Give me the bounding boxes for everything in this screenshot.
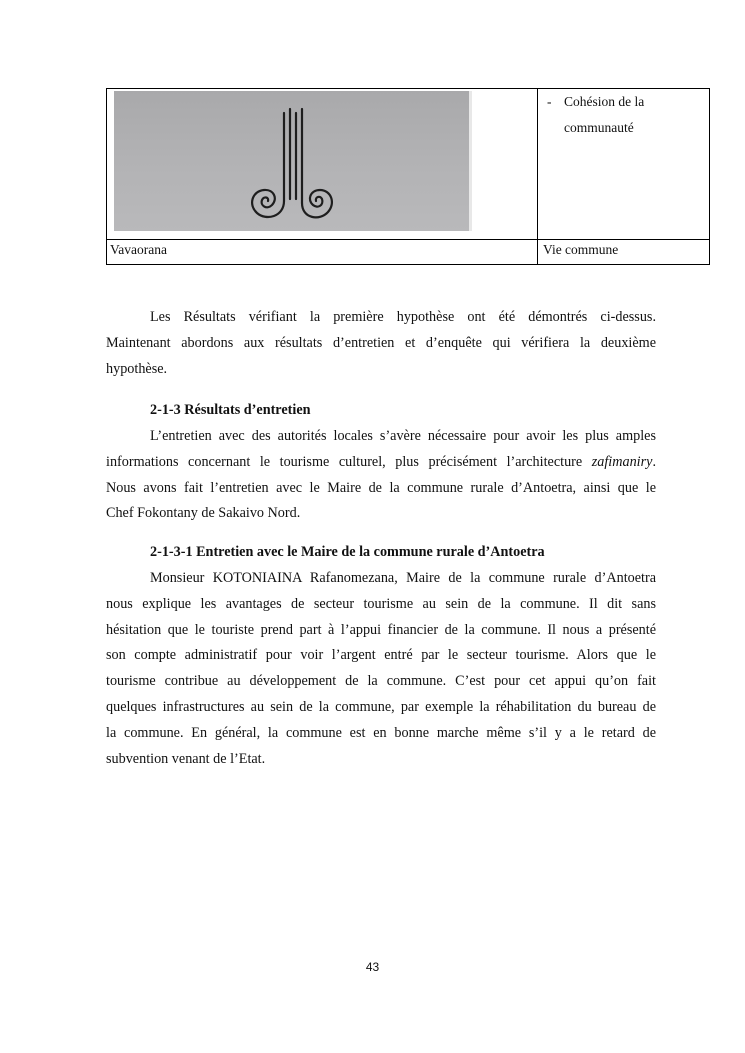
paragraph-interview-intro [106, 424, 656, 527]
bullet-line-1: Cohésion de la [564, 94, 645, 109]
symbol-table [106, 88, 710, 265]
table-divider-vertical [537, 89, 538, 264]
text-run: informations concernant le tourisme culturel, plus précisément l’architecture [106, 453, 592, 470]
symbol-meaning-cell: Vie commune [543, 242, 619, 257]
text-line: Maintenant abordons aux résultats d’entretien et d’enquête qui vérifiera la deuxième [106, 334, 656, 351]
paragraph-results-intro [106, 305, 656, 382]
page-number: 43 [365, 960, 380, 974]
text-line: la commune. En général, la commune est en bonne marche même s’il y a le retard de [106, 724, 656, 741]
paragraph-mayor-interview [106, 566, 656, 772]
vavaorana-symbol-photo [114, 91, 472, 231]
bullet-dash: - [547, 94, 552, 109]
bullet-text [564, 89, 704, 141]
text-line: subvention venant de l’Etat. [106, 750, 266, 767]
text-line: Les Résultats vérifiant la première hypothèse ont été démontrés ci-dessus. [150, 309, 656, 325]
double-spiral-motif-icon [114, 91, 472, 231]
symbol-name-cell: Vavaorana [110, 242, 167, 257]
text-line [106, 450, 656, 476]
text-line: hésitation que le touriste prend part à l’appui financier de la commune. Il nous a présenté [106, 621, 656, 638]
text-line: son compte administratif pour voir l’argent entré par le secteur tourisme. Alors que le [106, 647, 656, 664]
zafimaniry-term: zafimaniry [591, 453, 653, 470]
text-line: Monsieur KOTONIAINA Rafanomezana, Maire de la commune rurale d’Antoetra [150, 570, 656, 586]
text-line: L’entretien avec des autorités locales s’avère nécessaire pour avoir les plus amples [150, 428, 656, 444]
text-line: hypothèse. [106, 360, 168, 377]
bullet-line-2: communauté [564, 120, 634, 135]
section-heading-2-1-3: 2-1-3 Résultats d’entretien [150, 402, 311, 418]
text-line: tourisme contribue au développement de la commune. C’est pour cet appui qu’on fait [106, 673, 656, 690]
photo-edge [469, 91, 472, 231]
text-line: nous explique les avantages de secteur tourisme au sein de la commune. Il dit sans [106, 595, 656, 612]
text-line: quelques infrastructures au sein de la commune, par exemple la réhabilitation du bureau de [106, 698, 656, 715]
text-run: . [652, 453, 656, 470]
section-heading-2-1-3-1: 2-1-3-1 Entretien avec le Maire de la commune rurale d’Antoetra [150, 544, 545, 560]
text-line: Chef Fokontany de Sakaivo Nord. [106, 505, 301, 522]
text-line: Nous avons fait l’entretien avec le Maire de la commune rurale d’Antoetra, ainsi que le [106, 479, 656, 496]
table-divider-horizontal [107, 239, 709, 240]
